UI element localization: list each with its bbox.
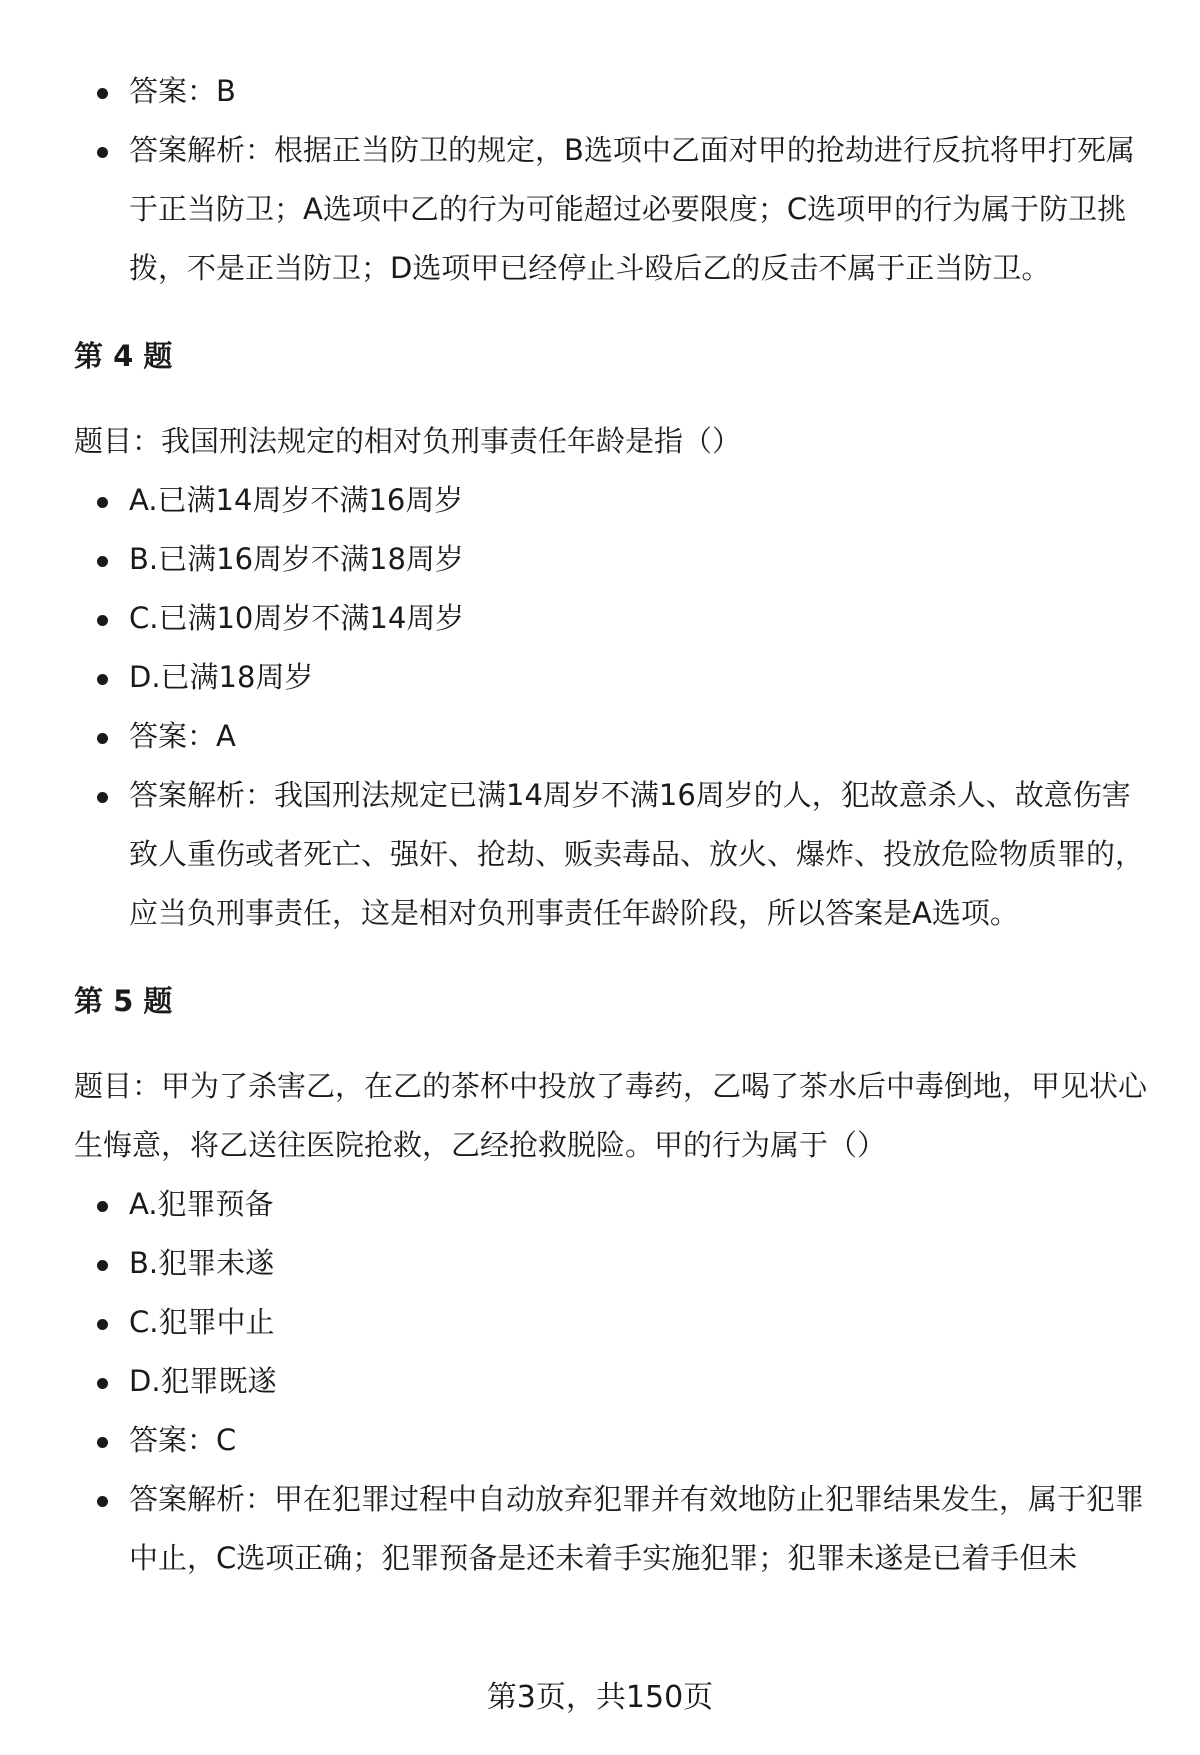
question-5-option-a: A.犯罪预备 <box>74 1175 1154 1234</box>
q3-answer-explanation: 答案解析：根据正当防卫的规定，B选项中乙面对甲的抢劫进行反抗将甲打死属于正当防卫；A选项中乙的行为可能超过必要限度；C选项甲的行为属于防卫挑拨，不是正当防卫；D选项甲已经停止斗殴后乙的反击不属于正当防卫。 <box>74 121 1154 298</box>
question-5-title: 第 5 题 <box>74 984 173 1018</box>
question-4-title: 第 4 题 <box>74 339 173 373</box>
q3-answer: 答案：B <box>74 62 1154 121</box>
question-5-stem: 题目：甲为了杀害乙，在乙的茶杯中投放了毒药，乙喝了茶水后中毒倒地，甲见状心生悔意，将乙送往医院抢救，乙经抢救脱险。甲的行为属于（） <box>74 1069 1148 1162</box>
question-5-list <box>74 1175 1154 1588</box>
question-4-option-d: D.已满18周岁 <box>74 648 1154 707</box>
question-5-option-c: C.犯罪中止 <box>74 1293 1154 1352</box>
question-4-answer: 答案：A <box>74 707 1154 766</box>
q3-answer-list <box>74 62 1154 298</box>
question-4-option-a: A.已满14周岁不满16周岁 <box>74 471 1154 530</box>
question-4-option-c: C.已满10周岁不满14周岁 <box>74 589 1154 648</box>
question-4-option-b: B.已满16周岁不满18周岁 <box>74 530 1154 589</box>
page-number-footer: 第3页，共150页 <box>486 1680 714 1715</box>
question-4-explanation: 答案解析：我国刑法规定已满14周岁不满16周岁的人，犯故意杀人、故意伤害致人重伤或者死亡、强奸、抢劫、贩卖毒品、放火、爆炸、投放危险物质罪的，应当负刑事责任，这是相对负刑事责任年龄阶段，所以答案是A选项。 <box>74 766 1154 943</box>
question-4-list <box>74 471 1154 943</box>
question-5-answer: 答案：C <box>74 1411 1154 1470</box>
question-5-option-b: B.犯罪未遂 <box>74 1234 1154 1293</box>
question-4-stem: 题目：我国刑法规定的相对负刑事责任年龄是指（） <box>74 424 742 458</box>
page-content <box>74 62 1154 1588</box>
question-5-explanation: 答案解析：甲在犯罪过程中自动放弃犯罪并有效地防止犯罪结果发生，属于犯罪中止，C选项正确；犯罪预备是还未着手实施犯罪；犯罪未遂是已着手但未 <box>74 1470 1154 1588</box>
question-5-option-d: D.犯罪既遂 <box>74 1352 1154 1411</box>
